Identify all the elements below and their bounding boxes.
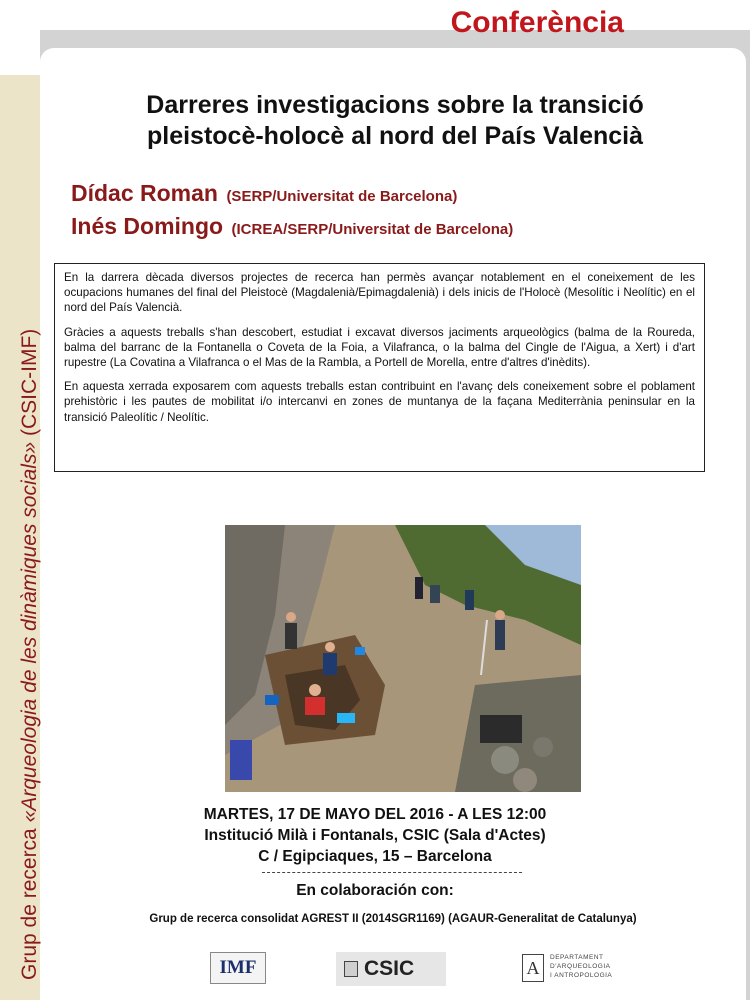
speaker-name: Inés Domingo	[71, 213, 224, 239]
collaboration-text: Grup de recerca consolidat AGREST II (2014SGR1169) (AGAUR-Generalitat de Catalunya)	[149, 913, 637, 925]
speaker-name: Dídac Roman	[71, 180, 218, 206]
research-group-name: «Arqueologia de les dinàmiques socials»	[18, 441, 41, 823]
speaker-1	[71, 180, 457, 207]
speaker-affiliation: (SERP/Universitat de Barcelona)	[226, 188, 458, 205]
title-line-1: Darreres investigacions sobre la transició	[146, 91, 644, 119]
research-group-prefix: Grup de recerca	[18, 822, 41, 980]
event-address: C / Egipciaques, 15 – Barcelona	[258, 848, 492, 865]
collaboration-title: En colaboración con:	[296, 882, 454, 899]
page-title	[80, 90, 710, 152]
imf-logo	[210, 952, 266, 984]
research-group-label	[20, 329, 40, 980]
title-line-2: pleistocè-holocè al nord del País Valencià	[146, 122, 643, 150]
speaker-affiliation: (ICREA/SERP/Universitat de Barcelona)	[231, 221, 514, 238]
department-name-line-2: D'ARQUEOLOGIA	[550, 963, 611, 970]
excavation-photo	[225, 525, 581, 792]
event-date: MARTES, 17 DE MAYO DEL 2016 - A LES 12:00	[203, 806, 547, 823]
department-name-line-1: DEPARTAMENT	[550, 954, 604, 961]
csic-logo-text: CSIC	[364, 957, 415, 980]
department-logo	[506, 952, 616, 992]
divider	[262, 872, 522, 873]
csic-logo	[336, 952, 446, 986]
abstract-paragraph: En la darrera dècada diversos projectes de recerca han permès avançar notablement en el coneixement de les ocupacions humanes del final del Pleistocè (Magdalenià/Epimagdalenià) i dels inicis de l'Holocè (Mesolític i Neolític) en el nord del País Valencià.	[64, 271, 695, 315]
abstract-paragraph: Gràcies a aquests treballs s'han descobert, estudiat i excavat diversos jaciments arqueològics (balma de la Roureda, balma del barranc de la Fontanella o Coveta de la Foia, a Vilafranca, o la balma del Cingle de l'Aigua, a Xert) i d'art rupestre (La Covatina a Vilafranca o el Mas de la Rambla, a Portell de Morella, entre d'altres d'inèdits).	[64, 325, 695, 370]
department-emblem-icon: A	[522, 954, 544, 982]
imf-logo-text: IMF	[219, 957, 257, 978]
research-group-suffix: (CSIC-IMF)	[18, 328, 41, 442]
speaker-2	[71, 213, 513, 240]
department-name-line-3: I ANTROPOLOGIA	[550, 972, 613, 979]
abstract-box	[54, 263, 705, 472]
csic-emblem-icon	[344, 961, 358, 977]
header-title: Conferència	[450, 6, 624, 39]
abstract-paragraph: En aquesta xerrada exposarem com aquests treballs estan contribuint en l'avanç dels coneixement sobre el poblament prehistòric i les pautes de mobilitat i/o intercanvi en zones de muntanya de la façana Mediterrània peninsular en la transició Paleolític / Neolític.	[64, 380, 695, 424]
event-venue: Institució Milà i Fontanals, CSIC (Sala d'Actes)	[204, 827, 546, 844]
